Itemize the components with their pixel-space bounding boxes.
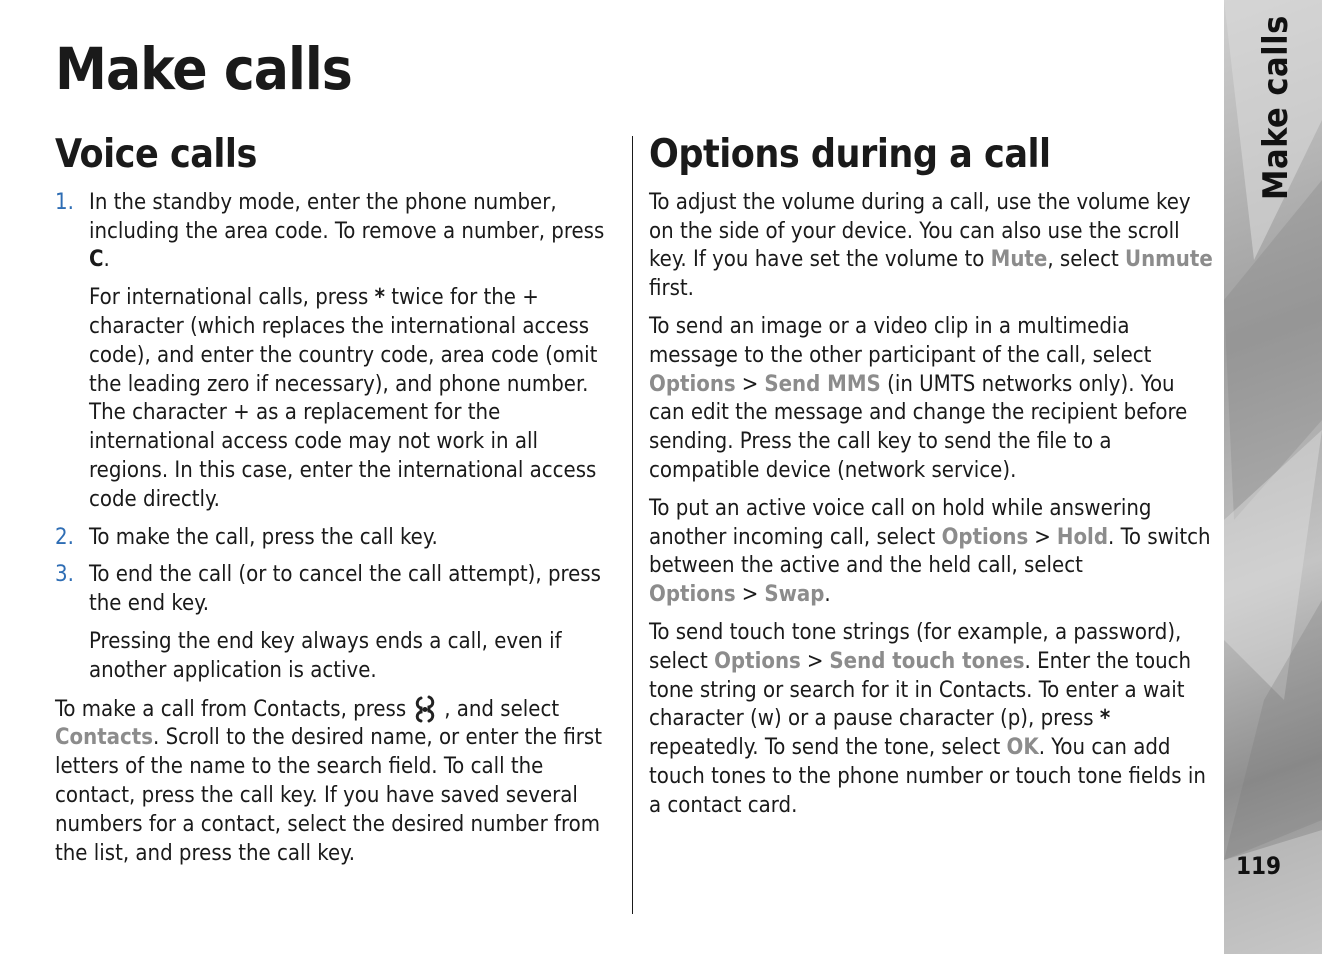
touch-tones-paragraph: [649, 619, 1215, 821]
para-text-part: To send an image or a video clip in a multimedia message to the other participant of the call, select: [649, 313, 1152, 368]
para-text-part: To adjust the volume during a call, use the volume key on the side of your device. You can also use the scroll key. If you have set the volume to: [649, 189, 1191, 273]
chapter-sidebar: [1224, 0, 1322, 954]
para-text-part: To make a call from Contacts, press: [55, 696, 407, 722]
menu-separator: >: [741, 582, 759, 608]
swap-option: Swap: [764, 582, 825, 608]
note-text-part: twice for the + character (which replaces the international access code), and enter the country code, area code (omit the leading zero if necessary), and phone number. The character + as a replacement for the international access code may not work in all regions. In this case, enter the international access code directly.: [89, 285, 598, 512]
left-column: [55, 132, 619, 877]
star-key-label: *: [1099, 706, 1111, 732]
step-text: To make the call, press the call key.: [89, 524, 438, 550]
international-calls-note: [89, 284, 619, 514]
page-title: Make calls: [55, 35, 352, 103]
step-1: [55, 189, 619, 275]
step-number: 1.: [55, 189, 74, 215]
unmute-option: Unmute: [1125, 247, 1213, 273]
right-column: [649, 132, 1215, 830]
star-key-label: *: [374, 285, 385, 311]
contacts-option: Contacts: [55, 725, 154, 751]
options-menu: Options: [649, 371, 736, 397]
contacts-paragraph: [55, 695, 619, 869]
para-text-part: repeatedly. To send the tone, select: [649, 735, 1007, 761]
para-text-part: . Scroll to the desired name, or enter the first letters of the name to the search field. To call the contact, press the call key. If you have saved several numbers for a contact, select the desired number from the list, and press the call key.: [55, 725, 602, 866]
para-text-part: , and select: [444, 696, 560, 722]
step-text-part: .: [103, 247, 110, 273]
menu-separator: >: [741, 371, 759, 397]
send-mms-option: Send MMS: [764, 371, 881, 397]
send-mms-paragraph: [649, 313, 1215, 486]
page-number: 119: [1236, 852, 1282, 880]
para-text-part: . To switch between the active and the held call, select: [649, 524, 1211, 579]
options-menu: Options: [649, 582, 736, 608]
hold-option: Hold: [1056, 524, 1109, 550]
voice-calls-heading: Voice calls: [55, 132, 257, 177]
options-during-call-heading: Options during a call: [649, 132, 1051, 177]
menu-key-icon: [412, 695, 438, 723]
step-text: [89, 189, 619, 275]
para-text-part: , select: [1047, 247, 1125, 273]
para-text-part: first.: [649, 276, 694, 302]
step-3: [55, 561, 619, 619]
step-text: To end the call (or to cancel the call attempt), press the end key.: [89, 562, 601, 617]
column-divider: [632, 136, 633, 914]
para-text-part: To send touch tone strings (for example, a password), select: [649, 619, 1182, 674]
volume-paragraph: [649, 189, 1215, 304]
hold-paragraph: [649, 495, 1215, 610]
para-text-part: .: [824, 582, 831, 608]
para-text-part: (in UMTS networks only). You can edit the message and change the recipient before sending. Press the call key to send the file to a compatible device (network service).: [649, 371, 1188, 483]
sidebar-chapter-label: Make calls: [1256, 15, 1296, 200]
clear-key-label: C: [89, 247, 104, 273]
step-2: [55, 524, 619, 553]
para-text-part: . Enter the touch tone string or search for it in Contacts. To enter a wait character (w) or a pause character (p), press: [649, 648, 1192, 732]
send-touch-tones-option: Send touch tones: [829, 648, 1025, 674]
options-menu: Options: [714, 648, 801, 674]
menu-separator: >: [1034, 524, 1051, 550]
menu-separator: >: [806, 648, 824, 674]
end-key-note: Pressing the end key always ends a call, even if another application is active.: [89, 628, 562, 683]
ok-option: OK: [1006, 735, 1039, 761]
step-number: 3.: [55, 562, 74, 588]
para-text-part: . You can add touch tones to the phone number or touch tone fields in a contact card.: [649, 735, 1206, 818]
note-text-part: For international calls, press: [89, 285, 375, 311]
step-number: 2.: [55, 524, 74, 550]
mute-option: Mute: [990, 247, 1048, 273]
para-text-part: To put an active voice call on hold while answering another incoming call, select: [649, 495, 1152, 550]
step-text-part: In the standby mode, enter the phone number, including the area code. To remove a number, press: [89, 189, 605, 244]
options-menu: Options: [941, 524, 1029, 550]
